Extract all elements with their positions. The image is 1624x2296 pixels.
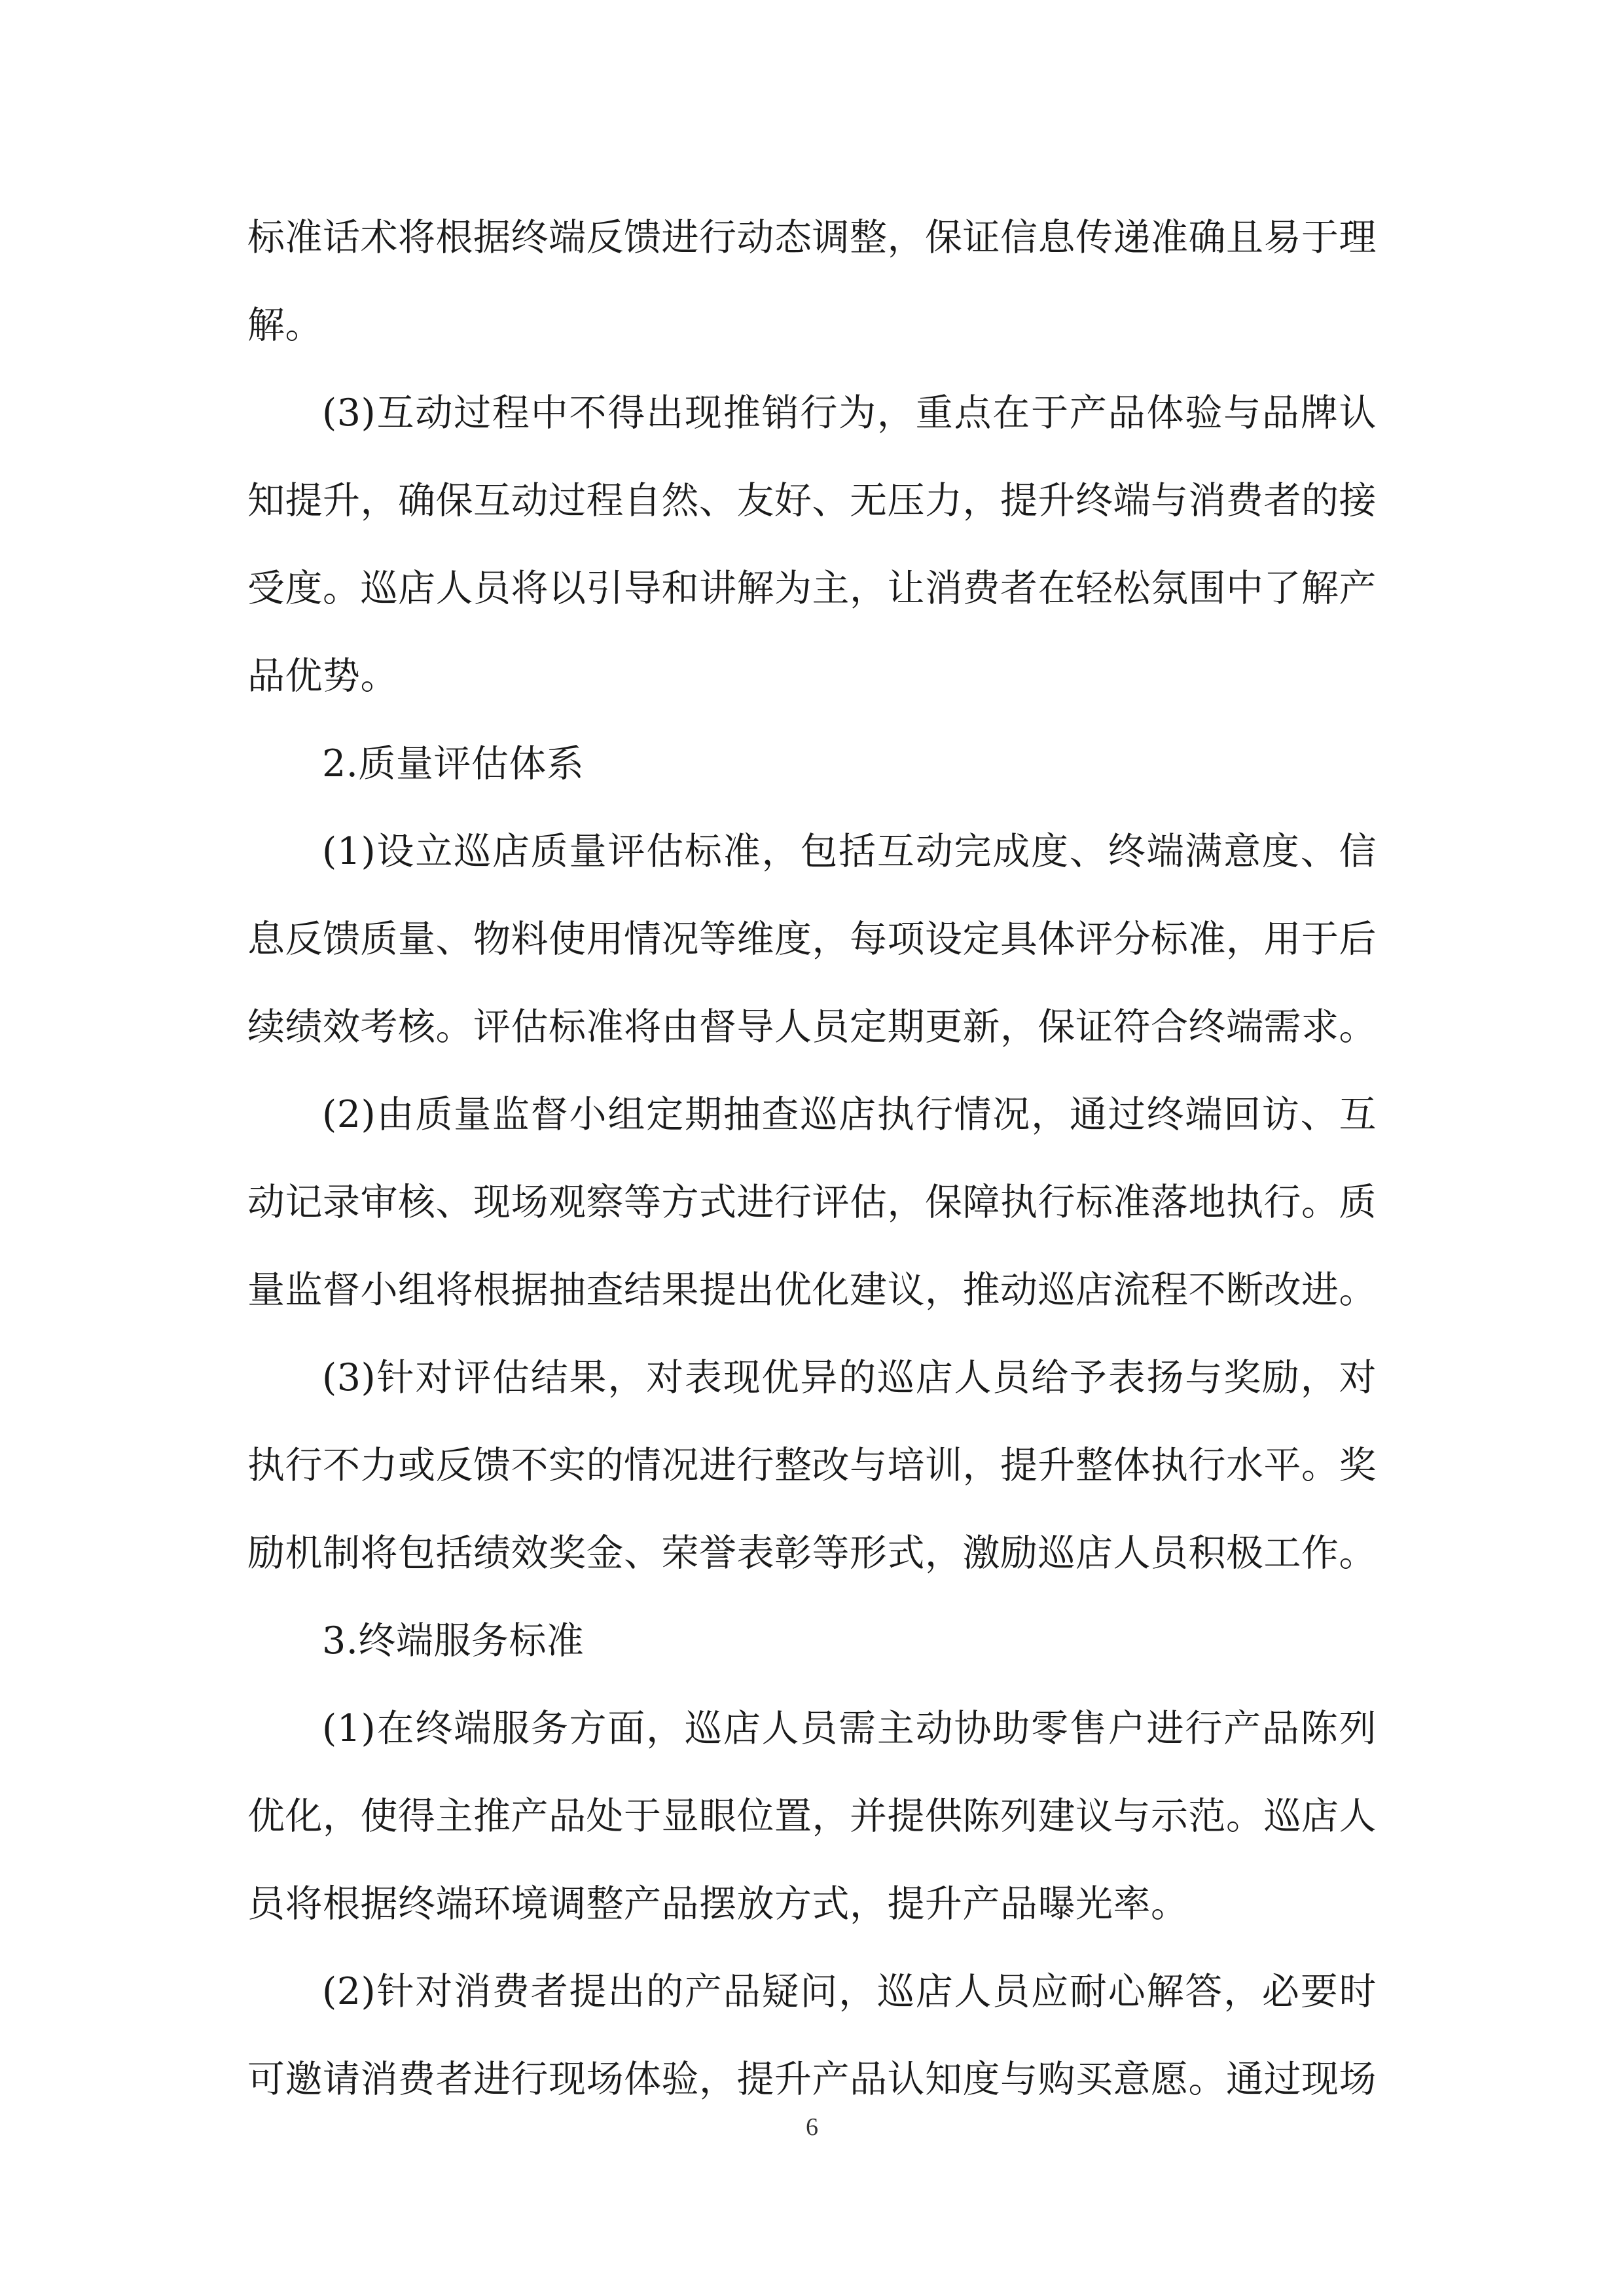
page-number: 6: [806, 2113, 818, 2141]
paragraph-continuation: 标准话术将根据终端反馈进行动态调整，保证信息传递准确且易于理解。: [247, 216, 1377, 347]
section-heading-quality-assessment: 2.质量评估体系: [322, 742, 585, 785]
paragraph-service-rule-2: (2)针对消费者提出的产品疑问，巡店人员应耐心解答，必要时可邀请消费者进行现场体验，提升产品认知度与购买意愿。通过现场: [247, 1970, 1377, 2101]
document-body: [247, 194, 1377, 2123]
paragraph-service-rule-1: (1)在终端服务方面，巡店人员需主动协助零售户进行产品陈列优化，使得主推产品处于显眼位置，并提供陈列建议与示范。巡店人员将根据终端环境调整产品摆放方式，提升产品曝光率。: [247, 1707, 1377, 1926]
paragraph-quality-rule-3: (3)针对评估结果，对表现优异的巡店人员给予表扬与奖励，对执行不力或反馈不实的情况进行整改与培训，提升整体执行水平。奖励机制将包括绩效奖金、荣誉表彰等形式，激励巡店人员积极工作。: [247, 1356, 1377, 1575]
paragraph-interaction-rule-3: (3)互动过程中不得出现推销行为，重点在于产品体验与品牌认知提升，确保互动过程自然、友好、无压力，提升终端与消费者的接受度。巡店人员将以引导和讲解为主，让消费者在轻松氛围中了解产品优势。: [247, 391, 1377, 698]
section-heading-terminal-service: 3.终端服务标准: [322, 1619, 585, 1662]
paragraph-quality-rule-1: (1)设立巡店质量评估标准，包括互动完成度、终端满意度、信息反馈质量、物料使用情况等维度，每项设定具体评分标准，用于后续绩效考核。评估标准将由督导人员定期更新，保证符合终端需求。: [247, 830, 1377, 1049]
paragraph-quality-rule-2: (2)由质量监督小组定期抽查巡店执行情况，通过终端回访、互动记录审核、现场观察等方式进行评估，保障执行标准落地执行。质量监督小组将根据抽查结果提出优化建议，推动巡店流程不断改进。: [247, 1093, 1377, 1312]
